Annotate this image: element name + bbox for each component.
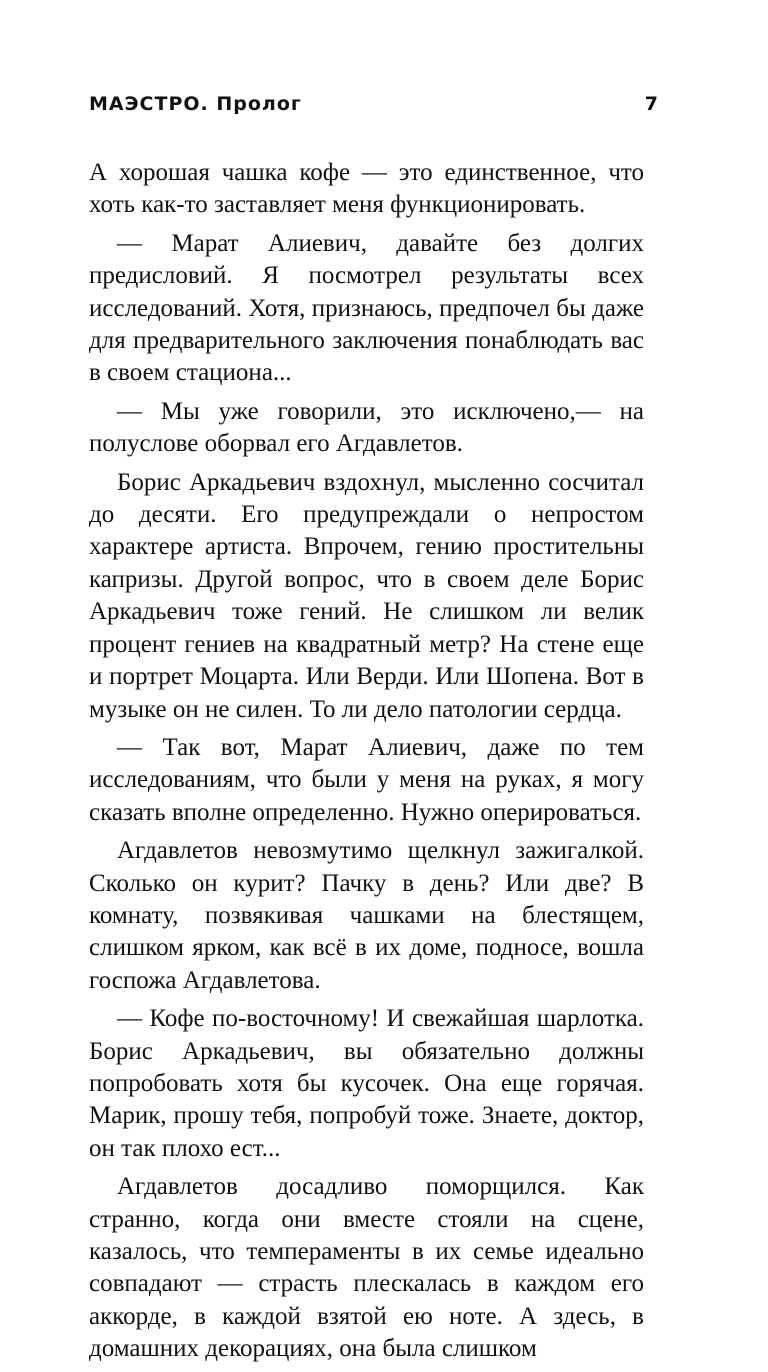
paragraph: Борис Аркадьевич вздохнул, мысленно сосчитал до десяти. Его предупреждали о непростом характере артиста. Впрочем, гению простительны капризы. Другой вопрос, что в своем деле Борис Аркадьевич тоже гений. Не слишком ли велик процент гениев на квадратный метр? На стене еще и портрет Моцарта. Или Верди. Или Шопена. Вот в музыке он не силен. То ли дело патологии сердца. — [89, 468, 644, 723]
running-header — [89, 93, 681, 123]
paragraph: — Марат Алиевич, давайте без долгих предисловий. Я посмотрел результаты всех исследований. Хотя, признаюсь, предпочел бы даже для предварительного заключения понаблюдать вас в своем стациона... — [89, 229, 644, 387]
paragraph: Агдавлетов невозмутимо щелкнул зажигалкой. Сколько он курит? Пачку в день? Или две? В комнату, позвякивая чашками на блестящем, слишком ярком, как всё в их доме, подносе, вошла госпожа Агдавлетова. — [89, 837, 644, 994]
page-number: 7 — [644, 93, 659, 115]
paragraph: Агдавлетов досадливо поморщился. Как странно, когда они вместе стояли на сцене, казалось, что темпераменты в их семье идеально совпадают — страсть плескалась в каждом его аккорде, в каждой взятой ею ноте. А здесь, в домашних декорациях, она была слишком — [89, 1173, 644, 1363]
paragraph: А хорошая чашка кофе — это единственное, что хоть как-то заставляет меня функционировать. — [89, 159, 644, 219]
paragraph: — Мы уже говорили, это исключено,— на полуслове оборвал его Агдавлетов. — [89, 397, 644, 458]
paragraph: — Кофе по-восточному! И свежайшая шарлотка. Борис Аркадьевич, вы обязательно должны попробовать хотя бы кусочек. Она еще горячая. Марик, прошу тебя, попробуй тоже. Знаете, доктор, он так плохо ест... — [89, 1005, 644, 1162]
body-text — [89, 157, 644, 1372]
chapter-title: МАЭСТРО. Пролог — [89, 93, 302, 115]
paragraph: — Так вот, Марат Алиевич, даже по тем исследованиям, что были у меня на руках, я могу сказать вполне определенно. Нужно оперироваться. — [89, 733, 644, 826]
